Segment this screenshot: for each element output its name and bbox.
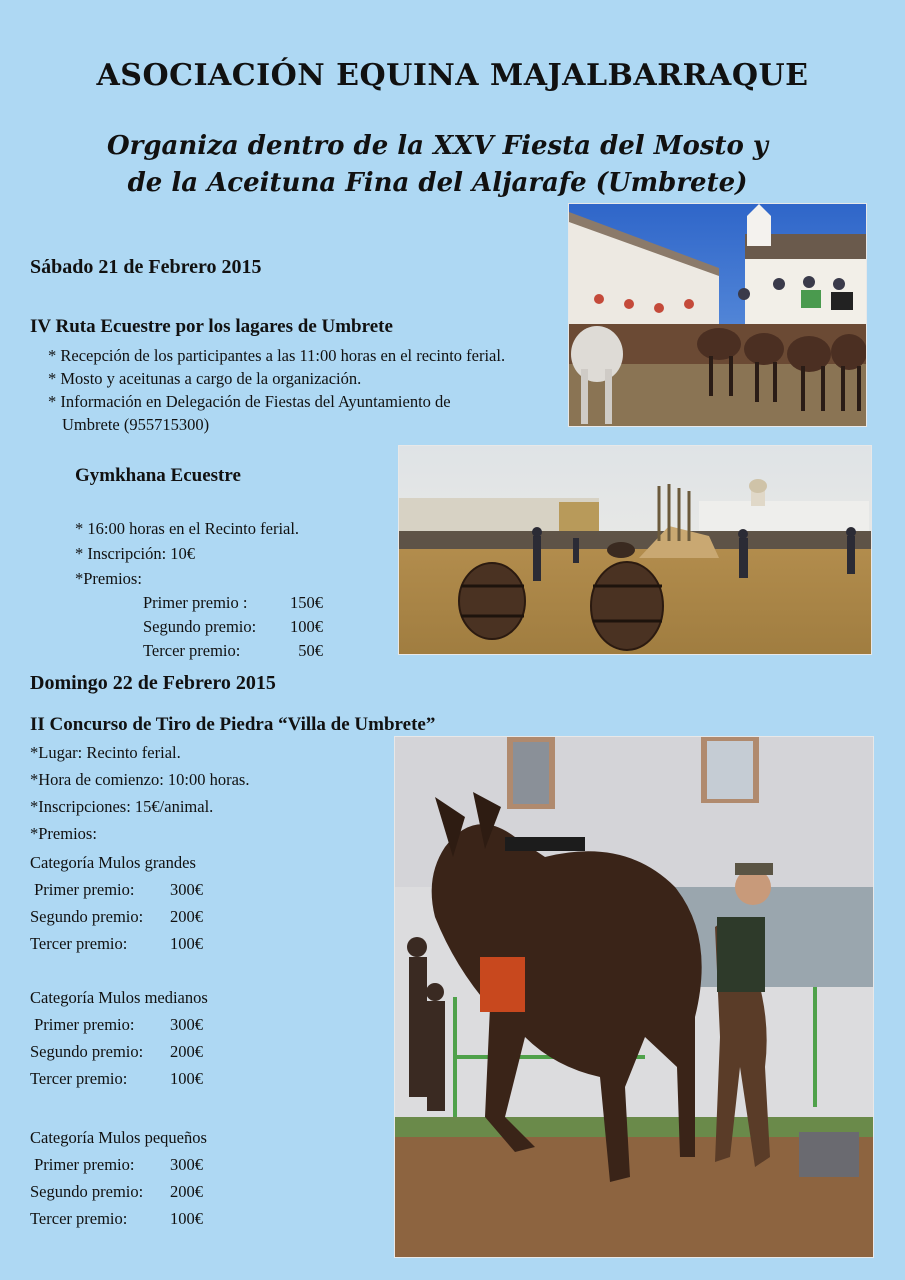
gymkhana-info: [75, 516, 299, 591]
prize-label: Tercer premio:: [30, 1209, 128, 1228]
prize-label: Tercer premio:: [30, 934, 128, 953]
prize-amount: 300€: [170, 1155, 203, 1174]
gymkhana-line: *Premios:: [75, 569, 142, 588]
category-mulos-medianos: [30, 984, 208, 1092]
ruta-bullet: * Información en Delegación de Fiestas del Ayuntamiento de: [48, 392, 451, 411]
prize-amount: 150€: [290, 593, 323, 612]
prize-amount: 200€: [170, 907, 203, 926]
category-name: Categoría Mulos pequeños: [30, 1128, 207, 1147]
subtitle-line-2: de la Aceituna Fina del Aljarafe (Umbrete): [127, 168, 748, 198]
prize-amount: 200€: [170, 1182, 203, 1201]
prize-row: [30, 1205, 207, 1232]
prize-row: [30, 903, 203, 930]
prize-row: [143, 615, 323, 639]
prize-amount: 100€: [170, 934, 203, 953]
gymkhana-line: * Inscripción: 10€: [75, 544, 196, 563]
prize-amount: 200€: [170, 1042, 203, 1061]
ruta-bullet: Umbrete (955715300): [62, 415, 210, 434]
prize-amount: 100€: [290, 617, 323, 636]
concurso-title: II Concurso de Tiro de Piedra “Villa de Umbrete”: [30, 714, 436, 735]
prize-row: [30, 876, 203, 903]
ruta-bullet: * Recepción de los participantes a las 11:00 horas en el recinto ferial.: [48, 346, 506, 365]
prize-row: [30, 1151, 207, 1178]
prize-label: Segundo premio:: [30, 1042, 144, 1061]
ruta-bullets: [48, 344, 568, 436]
poster-subtitle: [0, 128, 875, 202]
poster-title: ASOCIACIÓN EQUINA MAJALBARRAQUE: [96, 58, 809, 93]
prize-amount: 100€: [170, 1069, 203, 1088]
prize-amount: 100€: [170, 1209, 203, 1228]
subtitle-line-1: Organiza dentro de la XXV Fiesta del Mosto y: [106, 131, 768, 161]
prize-row: [30, 1011, 208, 1038]
prize-label: Primer premio:: [30, 880, 135, 899]
photo-horse-route: [568, 203, 867, 427]
ruta-title: IV Ruta Ecuestre por los lagares de Umbrete: [30, 316, 393, 337]
category-name: Categoría Mulos grandes: [30, 853, 196, 872]
prize-amount: 300€: [170, 1015, 203, 1034]
concurso-line: *Lugar: Recinto ferial.: [30, 743, 181, 762]
gymkhana-title: Gymkhana Ecuestre: [75, 465, 241, 486]
concurso-line: *Premios:: [30, 824, 97, 843]
prize-label: Segundo premio:: [30, 907, 144, 926]
category-mulos-pequenos: [30, 1124, 207, 1232]
prize-label: Tercer premio:: [143, 641, 241, 660]
prize-label: Primer premio:: [30, 1015, 135, 1034]
prize-row: [143, 639, 323, 663]
prize-row: [143, 591, 323, 615]
concurso-info: [30, 739, 249, 847]
concurso-line: *Inscripciones: 15€/animal.: [30, 797, 214, 816]
gymkhana-prizes: [143, 591, 323, 663]
category-name: Categoría Mulos medianos: [30, 988, 208, 1007]
prize-label: Tercer premio:: [30, 1069, 128, 1088]
photo-mule-pulling: [394, 736, 874, 1258]
ruta-bullet: * Mosto y aceitunas a cargo de la organización.: [48, 369, 362, 388]
prize-row: [30, 930, 203, 957]
concurso-line: *Hora de comienzo: 10:00 horas.: [30, 770, 250, 789]
prize-row: [30, 1178, 207, 1205]
prize-label: Segundo premio:: [143, 617, 257, 636]
prize-amount: 50€: [298, 641, 323, 660]
prize-row: [30, 1038, 208, 1065]
prize-label: Primer premio:: [30, 1155, 135, 1174]
saturday-date: Sábado 21 de Febrero 2015: [30, 256, 262, 278]
gymkhana-line: * 16:00 horas en el Recinto ferial.: [75, 519, 300, 538]
category-mulos-grandes: [30, 849, 203, 957]
prize-row: [30, 1065, 208, 1092]
sunday-date: Domingo 22 de Febrero 2015: [30, 672, 276, 694]
photo-gymkhana: [398, 445, 872, 655]
prize-label: Primer premio :: [143, 593, 248, 612]
prize-label: Segundo premio:: [30, 1182, 144, 1201]
prize-amount: 300€: [170, 880, 203, 899]
